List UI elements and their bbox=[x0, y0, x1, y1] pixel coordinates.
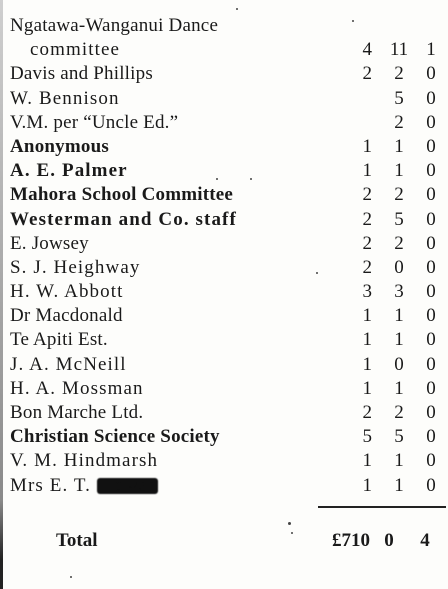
list-item bbox=[10, 328, 444, 352]
amount-shillings: 0 bbox=[394, 256, 404, 278]
amount-pounds: 4 bbox=[362, 39, 372, 61]
amount-pence: 0 bbox=[426, 135, 436, 157]
total-row bbox=[0, 526, 448, 556]
amount-pounds: 1 bbox=[362, 160, 372, 182]
amount-pence: 0 bbox=[426, 450, 436, 472]
amount-pence: 1 bbox=[426, 39, 436, 61]
donor-name bbox=[10, 474, 158, 498]
amount-shillings: 2 bbox=[394, 232, 404, 254]
amount-shillings: 1 bbox=[394, 160, 404, 182]
list-item bbox=[10, 62, 444, 86]
list-item bbox=[10, 87, 444, 111]
list-item bbox=[10, 304, 444, 328]
amount-pence: 0 bbox=[426, 256, 436, 278]
list-item bbox=[10, 353, 444, 377]
list-item bbox=[10, 183, 444, 207]
list-item bbox=[10, 208, 444, 232]
amount-shillings: 2 bbox=[394, 402, 404, 423]
list-item bbox=[10, 449, 444, 473]
amount-pence: 0 bbox=[426, 208, 436, 230]
list-item bbox=[10, 377, 444, 401]
list-item bbox=[10, 474, 444, 498]
print-speck bbox=[352, 20, 354, 22]
donor-name: Davis and Phillips bbox=[10, 63, 153, 85]
amount-pence: 0 bbox=[426, 305, 436, 327]
donor-name: Christian Science Society bbox=[10, 426, 220, 448]
list-item bbox=[10, 38, 444, 62]
amount-pounds: 2 bbox=[362, 256, 372, 278]
amount-pence: 0 bbox=[426, 111, 436, 133]
print-speck bbox=[250, 178, 252, 180]
amount-shillings: 1 bbox=[394, 329, 404, 351]
amount-shillings: 1 bbox=[394, 377, 404, 399]
amount-shillings: 2 bbox=[394, 111, 404, 133]
amount-pence: 0 bbox=[426, 232, 436, 254]
donor-name: H. W. Abbott bbox=[10, 281, 124, 303]
amount-shillings: 5 bbox=[394, 208, 404, 230]
amount-shillings: 2 bbox=[394, 184, 404, 206]
amount-pounds: 3 bbox=[362, 281, 372, 303]
amount-pence: 0 bbox=[426, 184, 436, 206]
donor-name: J. A. McNeill bbox=[10, 353, 127, 375]
amount-pence: 0 bbox=[426, 281, 436, 303]
donor-name: H. A. Mossman bbox=[10, 377, 144, 399]
amount-pounds: 1 bbox=[362, 450, 372, 472]
donor-name: committee bbox=[30, 39, 121, 61]
amount-shillings: 2 bbox=[394, 63, 404, 85]
print-speck bbox=[288, 522, 291, 525]
amount-pounds: 2 bbox=[362, 232, 372, 254]
amount-pounds: 2 bbox=[362, 402, 372, 423]
amount-shillings: 3 bbox=[394, 281, 404, 303]
list-item bbox=[10, 401, 444, 425]
amount-shillings: 0 bbox=[394, 353, 404, 375]
total-label: Total bbox=[56, 530, 98, 551]
amount-pence: 0 bbox=[426, 402, 436, 423]
print-speck bbox=[70, 576, 72, 578]
list-item bbox=[10, 111, 444, 135]
donor-name: Anonymous bbox=[10, 135, 109, 157]
amount-shillings: 1 bbox=[394, 305, 404, 327]
amount-pounds: 1 bbox=[362, 305, 372, 327]
amount-shillings: 5 bbox=[394, 87, 404, 109]
donor-name: Ngatawa-Wanganui Dance bbox=[10, 15, 219, 36]
print-speck bbox=[216, 178, 218, 180]
amount-shillings: 1 bbox=[394, 450, 404, 472]
amount-pence: 0 bbox=[426, 87, 436, 109]
print-speck bbox=[316, 272, 318, 274]
list-item bbox=[10, 256, 444, 280]
amount-pounds: 1 bbox=[362, 329, 372, 351]
list-item bbox=[10, 159, 444, 183]
amount-shillings: 1 bbox=[394, 474, 404, 496]
page-edge-shadow bbox=[0, 0, 3, 589]
total-pounds: £710 bbox=[332, 530, 370, 551]
print-speck bbox=[291, 532, 293, 534]
total-shillings: 0 bbox=[384, 530, 394, 551]
list-item bbox=[10, 135, 444, 159]
amount-pence: 0 bbox=[426, 329, 436, 351]
donor-name: V.M. per “Uncle Ed.” bbox=[10, 111, 179, 133]
amount-pence: 0 bbox=[426, 474, 436, 496]
donor-name: E. Jowsey bbox=[10, 232, 89, 254]
amount-pounds: 1 bbox=[362, 377, 372, 399]
total-pence: 4 bbox=[420, 530, 430, 551]
donor-name: A. E. Palmer bbox=[10, 160, 128, 182]
amount-pounds: 1 bbox=[362, 353, 372, 375]
donor-name: Te Apiti Est. bbox=[10, 329, 108, 351]
amount-shillings: 1 bbox=[394, 135, 404, 157]
list-item bbox=[10, 14, 444, 38]
amount-pence: 0 bbox=[426, 353, 436, 375]
donation-list bbox=[10, 14, 444, 498]
donor-name: Westerman and Co. staff bbox=[10, 208, 237, 230]
donor-name: V. M. Hindmarsh bbox=[10, 450, 159, 472]
donor-name: S. J. Heighway bbox=[10, 256, 141, 278]
amount-pence: 0 bbox=[426, 160, 436, 182]
donor-name: Mahora School Committee bbox=[10, 184, 234, 206]
donor-name: Bon Marche Ltd. bbox=[10, 402, 144, 423]
amount-pence: 0 bbox=[426, 426, 436, 448]
amount-pence: 0 bbox=[426, 63, 436, 85]
amount-pounds: 1 bbox=[362, 474, 372, 496]
amount-pounds: 5 bbox=[362, 426, 372, 448]
smudged-surname: Howse bbox=[97, 474, 158, 496]
amount-pence: 0 bbox=[426, 377, 436, 399]
amount-pounds: 2 bbox=[362, 184, 372, 206]
list-item bbox=[10, 425, 444, 449]
amount-shillings: 5 bbox=[394, 426, 404, 448]
list-item bbox=[10, 232, 444, 256]
amount-pounds: 1 bbox=[362, 135, 372, 157]
donor-name: Dr Macdonald bbox=[10, 305, 123, 327]
amount-pounds: 2 bbox=[362, 63, 372, 85]
list-item bbox=[10, 280, 444, 304]
amount-pounds: 2 bbox=[362, 208, 372, 230]
print-speck bbox=[236, 8, 238, 10]
total-rule bbox=[318, 506, 446, 508]
amount-shillings: 11 bbox=[389, 39, 409, 61]
donor-name-text: Mrs E. T. bbox=[10, 474, 97, 496]
donor-name: W. Bennison bbox=[10, 87, 120, 109]
